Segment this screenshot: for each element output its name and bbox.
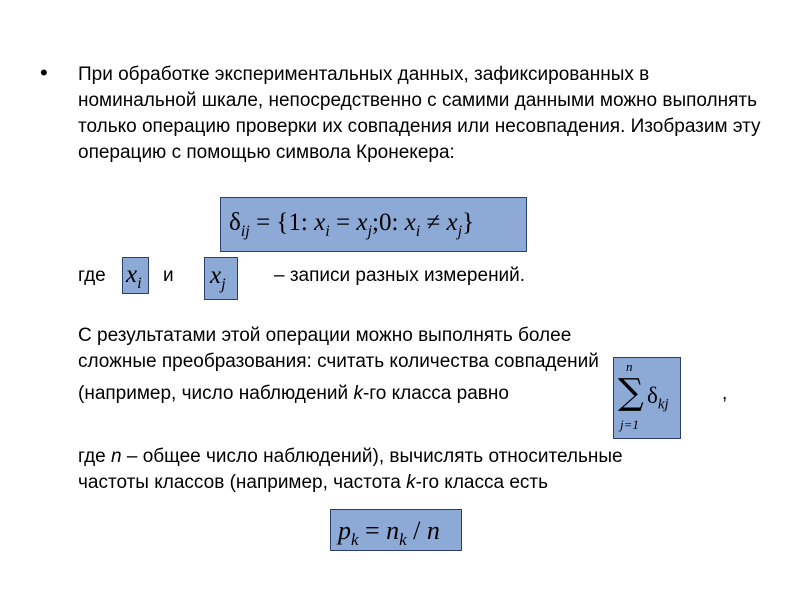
freq-p: p [338,516,351,545]
freq-p-sub: k [351,530,359,550]
para2-line3-post: -го класса равно [362,383,509,404]
delta-subscript: ij [240,222,250,240]
x-sub-j: j [367,222,372,240]
case-zero: 0: [378,209,399,236]
kronecker-formula [229,208,474,246]
para3-line2-a: частоты классов (например, частота [78,472,407,493]
right-brace: } [462,209,475,236]
para3-k: k [406,472,416,493]
freq-n-sub: k [399,530,407,550]
left-brace: { [276,209,289,236]
para2-line2: сложные преобразования: считать количества совпадений [78,351,599,372]
delta-symbol: δ [229,209,241,236]
sigma-symbol: ∑ [618,372,644,413]
freq-n: n [386,516,400,545]
frequency-formula-box [330,509,462,551]
para3-line1 [78,444,623,470]
intro-paragraph: При обработке экспериментальных данных, зафиксированных в номинальной шкале, непосредственно с самими данными можно выполнять только операцию проверки их совпадения или несовпадения. Изобразим эту операцию с помощью символа Кронекера: [78,64,761,163]
where-prefix: где [78,265,106,286]
x-var-3: x [404,209,416,236]
sum-delta: δ [647,383,658,408]
x-sub-i: i [325,222,330,240]
para2-line3-pre: (например, число наблюдений [78,383,354,404]
sum-delta-sub: kj [657,396,669,413]
para2-line3 [78,381,509,407]
freq-equals: = [365,516,380,545]
sum-formula-box [613,357,681,439]
x-var-4: x [446,209,458,236]
sum-upper-limit: n [626,359,633,374]
para3-line2 [78,470,548,496]
kronecker-formula-box [220,197,527,252]
xi-formula [126,260,142,298]
not-equal-sign: ≠ [426,209,441,236]
para3-line2-b: -го класса есть [415,472,549,493]
case-one: 1: [288,209,308,236]
para3-n: n [111,446,122,467]
semicolon: ; [371,209,379,236]
para2-k: k [353,383,363,404]
x-sub-i-2: i [415,222,421,240]
xj-box [204,257,238,300]
freq-n2: n [426,516,440,545]
where-suffix: – записи разных измерений. [274,265,526,286]
xj-sub: j [221,275,226,293]
para3-line1-a: где [78,446,112,467]
where-and: и [163,265,174,286]
xi-box [122,257,149,294]
bullet-marker: • [40,60,48,85]
para2-comma: , [722,383,728,404]
x-sub-j-2: j [457,222,463,240]
equals-sign: = [256,209,271,236]
equals-sign-2: = [336,209,351,236]
frequency-formula [338,516,440,555]
xj-var: x [210,262,222,289]
freq-slash: / [413,516,421,545]
x-var: x [314,209,326,236]
xi-sub: i [137,274,142,292]
xi-var: x [126,261,138,288]
x-var-2: x [356,209,368,236]
para2-line1: С результатами этой операции можно выполнять более [78,325,572,346]
xj-formula [210,261,226,299]
sum-term [647,382,669,419]
sum-lower-limit: j=1 [620,417,639,432]
para3-line1-b: – общее число наблюдений), вычислять относительные [121,446,623,467]
